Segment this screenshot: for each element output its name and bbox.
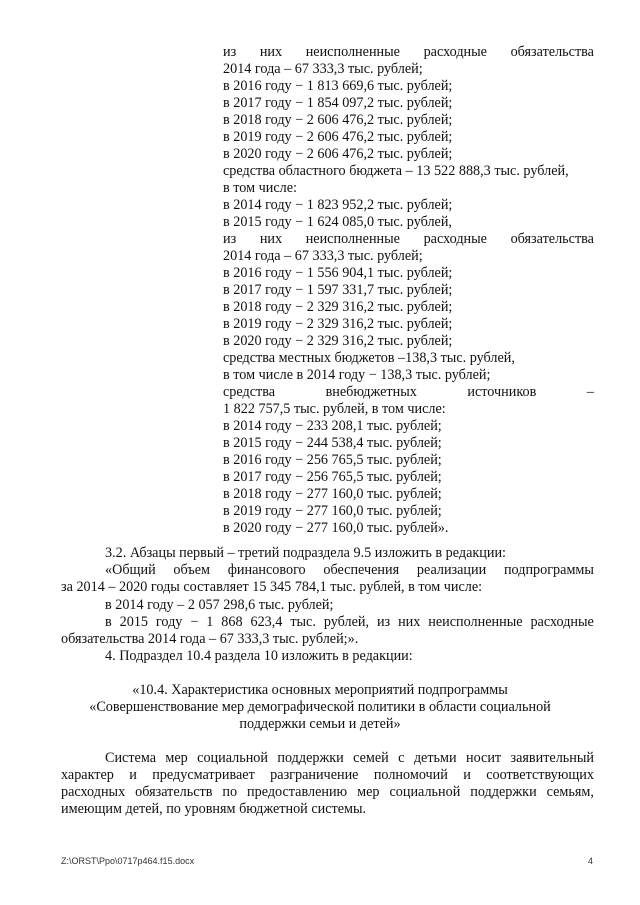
word: мер — [165, 750, 188, 766]
word: источников — [467, 384, 537, 400]
text-line: 1 822 757,5 тыс. рублей, в том числе: — [223, 401, 446, 417]
year-2015-line-1 — [105, 614, 594, 631]
text-line: в 2014 году − 233 208,1 тыс. рублей; — [223, 418, 442, 434]
word: семей — [353, 750, 389, 766]
text-line: средства местных бюджетов –138,3 тыс. рублей, — [223, 350, 515, 366]
word: них — [259, 231, 283, 247]
word: социальной — [389, 784, 461, 800]
word: по — [222, 784, 238, 800]
word: году — [155, 614, 183, 630]
word: детьми — [413, 750, 457, 766]
word: рублей, — [323, 614, 370, 630]
word: в — [105, 614, 112, 630]
text-line: в 2018 году − 277 160,0 тыс. рублей; — [223, 486, 442, 502]
word: из — [376, 614, 391, 630]
word: с — [398, 750, 405, 766]
word: объем — [173, 562, 210, 578]
word: расходные — [423, 44, 487, 60]
footer-file-path: Z:\ORST\Ppo\0717p464.f15.docx — [61, 856, 195, 866]
section-heading-line-1: «10.4. Характеристика основных мероприятий подпрограммы — [132, 682, 508, 698]
text-line: в 2020 году − 2 606 476,2 тыс. рублей; — [223, 146, 453, 162]
word: обязательства — [510, 44, 594, 60]
word: поддержки — [470, 784, 537, 800]
word: них — [398, 614, 421, 630]
word: финансового — [227, 562, 306, 578]
word: обеспечения — [323, 562, 400, 578]
word: 623,4 — [250, 614, 283, 630]
page-number: 4 — [588, 856, 594, 866]
body-line-4: имеющим детей, по уровням бюджетной системы. — [61, 801, 367, 817]
text-line: в 2017 году − 1 597 331,7 тыс. рублей; — [223, 282, 453, 298]
section-heading-line-3: поддержки семьи и детей» — [239, 716, 401, 732]
section-heading-line-2: «Совершенствование мер демографической политики в области социальной — [89, 699, 551, 715]
word: Система — [105, 750, 157, 766]
word: полномочий — [373, 767, 448, 783]
text-line: в 2015 году − 1 624 085,0 тыс. рублей, — [223, 214, 452, 230]
quote-total-line-2: за 2014 – 2020 годы составляет 15 345 784,1 тыс. рублей, в том числе: — [61, 579, 483, 595]
paragraph-3-2: 3.2. Абзацы первый – третий подраздела 9.5 изложить в редакции: — [105, 545, 506, 561]
paragraph-4: 4. Подраздел 10.4 раздела 10 изложить в редакции: — [105, 648, 413, 664]
word: характер — [61, 767, 114, 783]
text-line: в 2015 году − 244 538,4 тыс. рублей; — [223, 435, 442, 451]
text-line: 2014 года – 67 333,3 тыс. рублей; — [223, 248, 423, 264]
unfulfilled-line-1 — [223, 44, 594, 61]
word: предусматривает — [152, 767, 255, 783]
text-line: в 2019 году − 2 606 476,2 тыс. рублей; — [223, 129, 453, 145]
word: «Общий — [105, 562, 156, 578]
body-line-3 — [61, 784, 594, 801]
word: 868 — [221, 614, 243, 630]
word: носит — [465, 750, 502, 766]
word: расходные — [530, 614, 594, 630]
word: заявительный — [510, 750, 594, 766]
text-line: в 2020 году − 277 160,0 тыс. рублей». — [223, 520, 449, 536]
word: них — [259, 44, 283, 60]
word: мер — [357, 784, 380, 800]
word: обязательства — [510, 231, 594, 247]
text-line: в 2014 году − 1 823 952,2 тыс. рублей; — [223, 197, 453, 213]
text-line: в 2016 году − 256 765,5 тыс. рублей; — [223, 452, 442, 468]
year-2014-line: в 2014 году – 2 057 298,6 тыс. рублей; — [105, 597, 334, 613]
text-line: в 2018 году − 2 329 316,2 тыс. рублей; — [223, 299, 453, 315]
text-line: 2014 года – 67 333,3 тыс. рублей; — [223, 61, 423, 77]
text-line: в 2017 году − 256 765,5 тыс. рублей; — [223, 469, 442, 485]
word: внебюджетных — [325, 384, 417, 400]
word: подпрограммы — [503, 562, 594, 578]
quote-total-line-1 — [105, 562, 594, 579]
text-line: в 2018 году − 2 606 476,2 тыс. рублей; — [223, 112, 453, 128]
word: поддержки — [277, 750, 344, 766]
word: соответствующих — [486, 767, 594, 783]
unfulfilled-line-2 — [223, 231, 594, 248]
text-line: в 2016 году − 1 813 669,6 тыс. рублей; — [223, 78, 453, 94]
word: расходные — [423, 231, 487, 247]
extrabudget-sources-line — [223, 384, 594, 401]
word: неисполненные — [305, 231, 400, 247]
word: тыс. — [290, 614, 316, 630]
word: расходных — [61, 784, 126, 800]
word: и — [129, 767, 137, 783]
text-line: в 2016 году − 1 556 904,1 тыс. рублей; — [223, 265, 453, 281]
text-line: в 2019 году − 277 160,0 тыс. рублей; — [223, 503, 442, 519]
word: обязательств — [135, 784, 213, 800]
body-line-1 — [105, 750, 594, 767]
word: неисполненные — [428, 614, 523, 630]
text-line: в том числе в 2014 году − 138,3 тыс. рублей; — [223, 367, 491, 383]
text-line: в 2020 году − 2 329 316,2 тыс. рублей; — [223, 333, 453, 349]
word: реализации — [416, 562, 487, 578]
word: 2015 — [119, 614, 148, 630]
body-line-2 — [61, 767, 594, 784]
text-line: средства областного бюджета – 13 522 888,3 тыс. рублей, — [223, 163, 569, 179]
year-2015-line-2: обязательства 2014 года – 67 333,3 тыс. рублей;». — [61, 631, 359, 647]
word: и — [463, 767, 471, 783]
text-line: в том числе: — [223, 180, 297, 196]
word: из — [223, 231, 237, 247]
word: средства — [223, 384, 276, 400]
word: из — [223, 44, 237, 60]
text-line: в 2017 году − 1 854 097,2 тыс. рублей; — [223, 95, 453, 111]
word: социальной — [197, 750, 268, 766]
word: 1 — [206, 614, 214, 630]
word: разграничение — [270, 767, 359, 783]
word: предоставлению — [247, 784, 348, 800]
word: − — [190, 614, 199, 630]
word: неисполненные — [305, 44, 400, 60]
word: – — [586, 384, 594, 400]
word: семьям, — [546, 784, 594, 800]
text-line: в 2019 году − 2 329 316,2 тыс. рублей; — [223, 316, 453, 332]
